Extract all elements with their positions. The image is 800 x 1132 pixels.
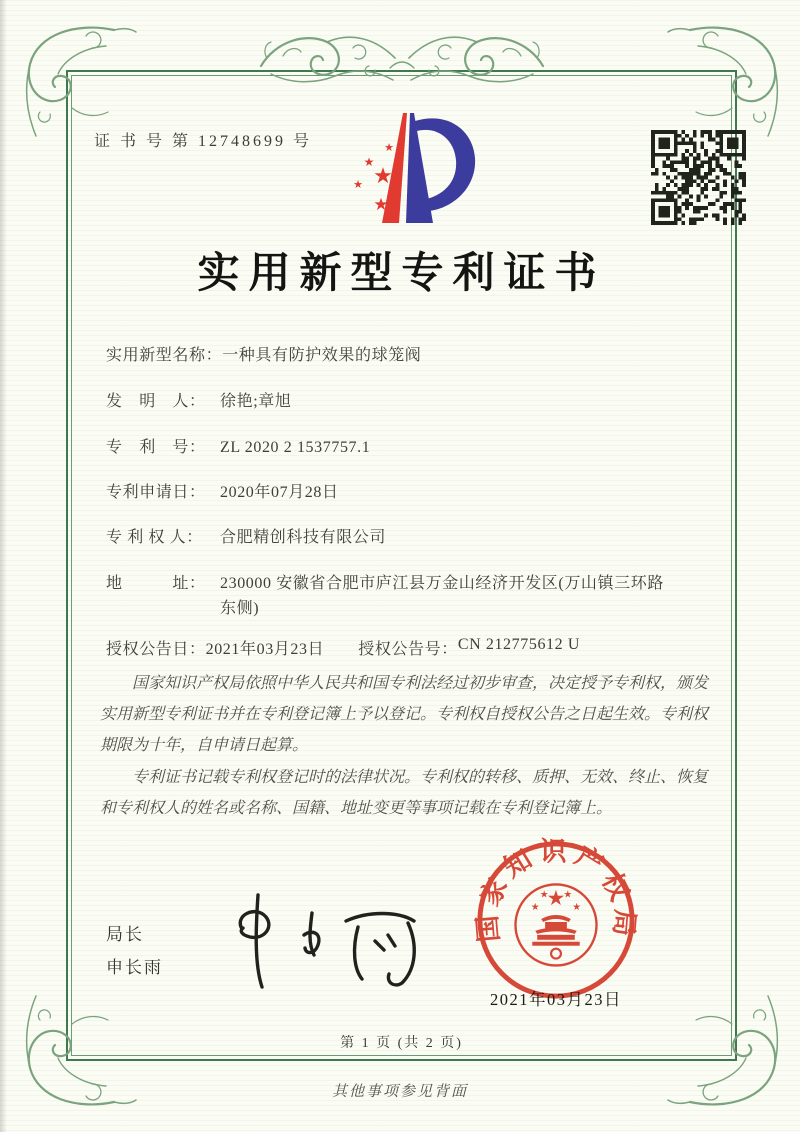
svg-text:★: ★ (373, 164, 393, 189)
national-emblem-icon (515, 884, 596, 965)
official-seal-icon (472, 836, 640, 1004)
top-left-scroll-ornament-icon (14, 16, 138, 140)
field-row-grant-announcement (106, 636, 706, 659)
grant-date-label: 授权公告日： (106, 641, 206, 658)
legal-paragraph-1: 国家知识产权局依照中华人民共和国专利法经过初步审查，决定授予专利权，颁发实用新型专利证书并在专利登记簿上予以登记。专利权自授权公告之日起生效。专利权期限为十年，自申请日起算。 (100, 675, 709, 755)
svg-text:★: ★ (563, 889, 573, 901)
svg-text:★: ★ (572, 902, 582, 914)
grant-date-value: 2021年03月23日 (205, 641, 325, 658)
field-value: 徐艳;章旭 (220, 393, 292, 410)
field-label: 发 明 人： (106, 393, 206, 410)
svg-text:★: ★ (384, 141, 394, 154)
svg-text:★: ★ (363, 155, 375, 169)
legal-paragraph-2: 专利证书记载专利权登记时的法律状况。专利权的转移、质押、无效、终止、恢复和专利权人的姓名或名称、国籍、地址变更等事项记载在专利登记簿上。 (100, 768, 709, 817)
page-number: 第 1 页 (共 2 页) (340, 1036, 463, 1051)
certificate-number: 证 书 号 第 12748699 号 (94, 133, 313, 150)
svg-text:★: ★ (353, 178, 363, 191)
field-label: 实用新型名称： (106, 347, 223, 364)
field-label: 专利申请日： (106, 484, 206, 501)
field-row-inventors (106, 390, 672, 415)
logo-stars (353, 141, 394, 215)
grant-number-value: CN 212775612 U (457, 636, 581, 653)
top-center-scroll-ornament-icon (252, 22, 552, 102)
svg-text:★: ★ (539, 889, 549, 901)
scan-edge-shadow (0, 0, 7, 1132)
officer-title: 局长 (106, 925, 144, 944)
svg-text:★: ★ (373, 195, 389, 215)
field-value: 2020年07月28日 (220, 484, 339, 501)
certificate-title: 实用新型专利证书 (197, 251, 606, 297)
legal-text-block (100, 668, 712, 824)
field-row-patentee (106, 526, 672, 551)
qr-code-icon (651, 130, 746, 225)
seal-ring-text: 国家知识产权局 (472, 836, 640, 944)
field-value: 230000 安徽省合肥市庐江县万金山经济开发区(万山镇三环路东侧) (220, 575, 664, 617)
field-label: 专 利 号： (106, 439, 206, 456)
grant-number-label: 授权公告号： (358, 641, 458, 658)
cnipa-logo-icon (336, 110, 478, 230)
field-value: 一种具有防护效果的球笼阀 (222, 347, 422, 364)
officer-name: 申长雨 (106, 958, 163, 977)
svg-text:★: ★ (530, 902, 540, 914)
field-row-address (106, 572, 672, 622)
svg-text:★: ★ (546, 886, 566, 911)
field-value: 合肥精创科技有限公司 (220, 529, 387, 546)
back-side-note: 其他事项参见背面 (331, 1084, 468, 1100)
field-row-patent-number (106, 436, 672, 461)
field-row-filing-date (106, 481, 672, 506)
top-right-scroll-ornament-icon (666, 16, 790, 140)
field-value: ZL 2020 2 1537757.1 (220, 439, 371, 456)
director-signature-icon (212, 884, 442, 994)
field-row-utility-model-name (106, 344, 672, 369)
field-label: 专 利 权 人： (106, 529, 203, 546)
qr-code-container (651, 130, 746, 225)
field-label: 地 址： (106, 575, 206, 592)
seal-date: 2021年03月23日 (490, 990, 622, 1009)
